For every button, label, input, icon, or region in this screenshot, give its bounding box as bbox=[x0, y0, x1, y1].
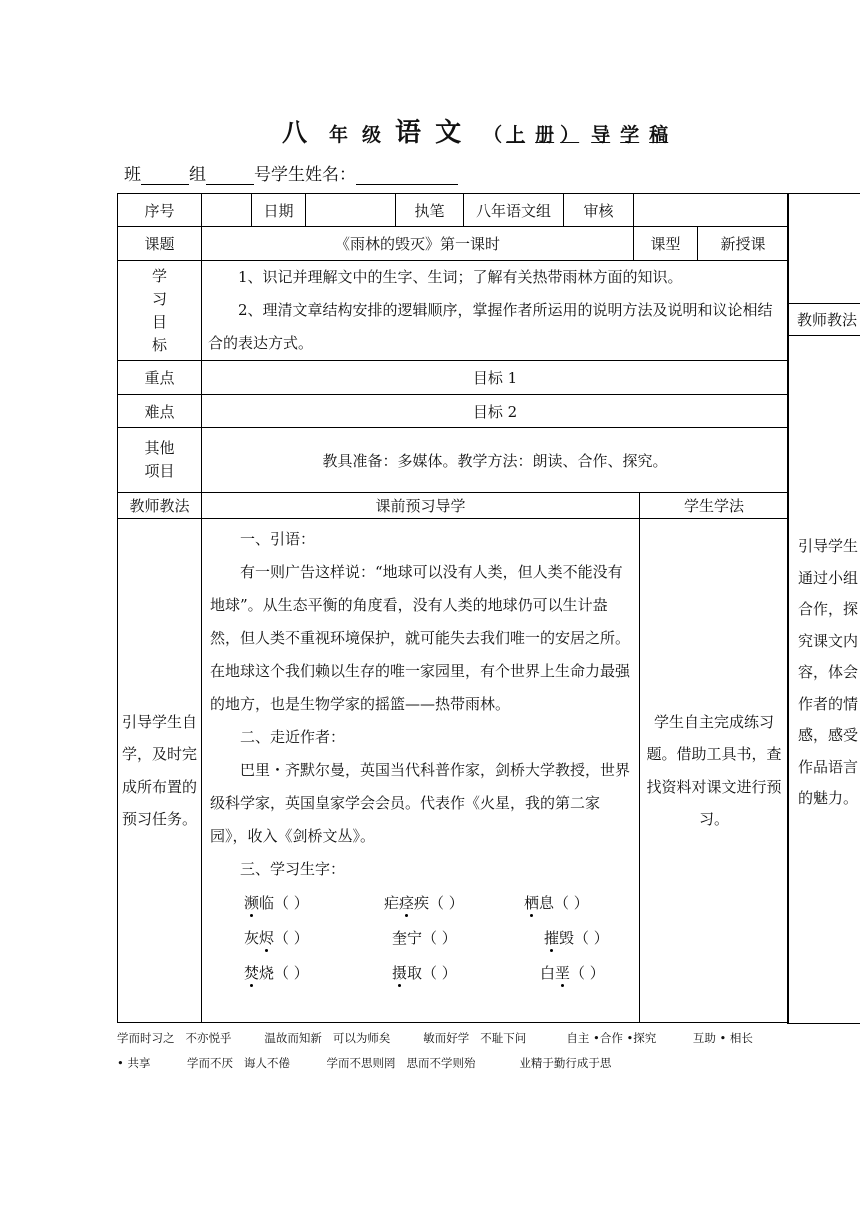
char-exercise-grid bbox=[210, 886, 633, 991]
title-char: 册 bbox=[535, 124, 555, 146]
title-char: 导 bbox=[591, 124, 611, 146]
title-char: 上 bbox=[506, 124, 526, 146]
table-row bbox=[118, 493, 789, 519]
zhongdian-value: 目标 1 bbox=[202, 361, 789, 395]
objective-item: 1、识记并理解文中的生字、生词；了解有关热带雨林方面的知识。 bbox=[238, 268, 683, 286]
class-label: 班 bbox=[124, 165, 141, 185]
keti-label: 课题 bbox=[118, 227, 202, 261]
preview-header: 课前预习导学 bbox=[202, 493, 640, 519]
keti-value: 《雨林的毁灭》第一课时 bbox=[202, 227, 634, 261]
qita-value: 教具准备：多媒体。教学方法：朗读、合作、探究。 bbox=[202, 428, 789, 493]
label-char: 学 bbox=[151, 266, 167, 285]
char-item[interactable]: 奎宁（ ） bbox=[392, 929, 457, 947]
riqi-label: 日期 bbox=[252, 194, 306, 227]
kexing-value: 新授课 bbox=[698, 227, 789, 261]
table-row bbox=[118, 519, 789, 1023]
title-char: ） bbox=[560, 124, 580, 146]
zhibi-value: 八年语文组 bbox=[464, 194, 564, 227]
section-heading: 一、引语： bbox=[240, 530, 316, 548]
title-char: 学 bbox=[620, 124, 640, 146]
section-heading: 三、学习生字： bbox=[240, 860, 346, 878]
label-char: 标 bbox=[151, 335, 167, 354]
zhibi-label: 执笔 bbox=[396, 194, 464, 227]
title-char: 语 bbox=[395, 118, 422, 148]
nandian-value: 目标 2 bbox=[202, 395, 789, 428]
footer-mottos: 学而时习之 不亦悦乎 温故而知新 可以为师矣 敏而好学 不耻下问 自主 •合作 •探究 互助 • 相长 • 共享 学而不厌 诲人不倦 学而不思则罔 思而不学则殆 业精于勤行成于思 bbox=[117, 1031, 757, 1070]
title-char: 稿 bbox=[649, 124, 669, 146]
table-row bbox=[118, 395, 789, 428]
title-char: 八 bbox=[282, 118, 308, 147]
title-char: 级 bbox=[362, 124, 382, 146]
title-char: 文 bbox=[435, 118, 462, 148]
table-row bbox=[118, 361, 789, 395]
char-item[interactable]: 栖息（ ） bbox=[524, 894, 589, 912]
right-column-header: 教师教法 bbox=[787, 303, 860, 336]
char-item[interactable]: 摄取（ ） bbox=[392, 964, 457, 982]
student-method-header: 学生学法 bbox=[640, 493, 789, 519]
char-item[interactable]: 白垩（ ） bbox=[540, 964, 605, 982]
objectives-content bbox=[202, 261, 789, 361]
xuhao-label: 序号 bbox=[118, 194, 202, 227]
name-label: 号学生姓名： bbox=[254, 165, 356, 185]
table-row bbox=[118, 227, 789, 261]
riqi-value[interactable] bbox=[306, 194, 396, 227]
title-char: 年 bbox=[329, 124, 349, 146]
class-blank[interactable] bbox=[141, 166, 189, 185]
name-blank[interactable] bbox=[356, 166, 458, 185]
char-item[interactable]: 濒临（ ） bbox=[244, 894, 309, 912]
qita-label bbox=[118, 428, 202, 493]
xuhao-value[interactable] bbox=[202, 194, 252, 227]
teacher-method: 引导学生自学，及时完成所布置的预习任务。 bbox=[118, 519, 202, 1023]
table-row bbox=[118, 194, 789, 227]
title-char: （ bbox=[483, 124, 503, 146]
group-blank[interactable] bbox=[206, 166, 254, 185]
student-info-line bbox=[124, 160, 458, 185]
shenhe-label: 审核 bbox=[564, 194, 634, 227]
objective-item: 2、理清文章结构安排的逻辑顺序，掌握作者所运用的说明方法及说明和议论相结合的表达方式。 bbox=[208, 301, 773, 352]
zhongdian-label: 重点 bbox=[118, 361, 202, 395]
label-char: 目 bbox=[151, 312, 167, 331]
kexing-label: 课型 bbox=[634, 227, 698, 261]
shenhe-value[interactable] bbox=[634, 194, 789, 227]
nandian-label: 难点 bbox=[118, 395, 202, 428]
char-item[interactable]: 疟痉疾（ ） bbox=[384, 894, 464, 912]
right-column-text: 引导学生通过小组合作，探究课文内容，体会作者的情感，感受作品语言的魅力。 bbox=[798, 537, 859, 807]
group-label: 组 bbox=[189, 165, 206, 185]
preview-content bbox=[202, 519, 640, 1023]
page-title bbox=[282, 112, 752, 149]
intro-paragraph: 有一则广告这样说：“地球可以没有人类，但人类不能没有地球”。从生态平衡的角度看，没有人类的地球仍可以生计盎然，但人类不重视环境保护，就可能失去我们唯一的安居之所。 在地球这个我们赖以生存的唯一家园里，有个世界上生命力最强的地方，也是生物学家的摇篮——热带雨林。 bbox=[210, 563, 631, 713]
char-item[interactable]: 灰烬（ ） bbox=[244, 929, 309, 947]
author-paragraph: 巴里・齐默尔曼，英国当代科普作家，剑桥大学教授，世界级科学家，英国皇家学会会员。代表作《火星，我的第二家园》，收入《剑桥文丛》。 bbox=[210, 761, 631, 845]
label-char: 习 bbox=[151, 289, 167, 308]
table-row bbox=[118, 261, 789, 361]
char-item[interactable]: 摧毁（ ） bbox=[544, 929, 609, 947]
student-method: 学生自主完成练习题。借助工具书，查找资料对课文进行预习。 bbox=[640, 519, 789, 1023]
objectives-label bbox=[118, 261, 202, 361]
table-row bbox=[118, 428, 789, 493]
char-item[interactable]: 焚烧（ ） bbox=[244, 964, 309, 982]
label-line: 其他 bbox=[144, 439, 175, 457]
teacher-method-header: 教师教法 bbox=[118, 493, 202, 519]
label-line: 项目 bbox=[144, 462, 175, 480]
lesson-table bbox=[117, 193, 789, 1023]
section-heading: 二、走近作者： bbox=[240, 728, 346, 746]
